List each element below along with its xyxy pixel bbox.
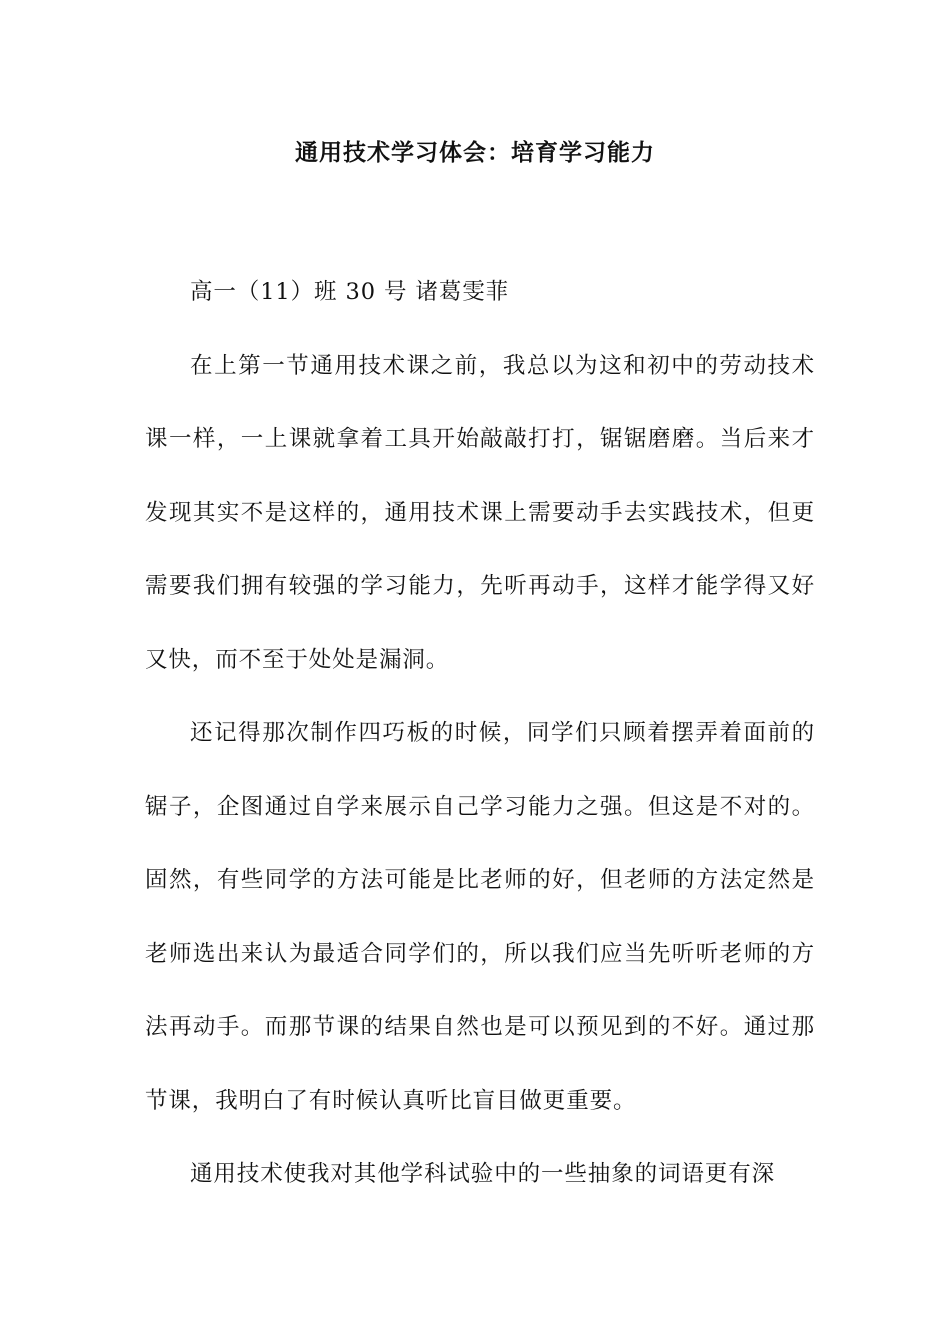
paragraph: 在上第一节通用技术课之前，我总以为这和初中的劳动技术课一样，一上课就拿着工具开始敲敲打打，锯锯磨磨。当后来才发现其实不是这样的，通用技术课上需要动手去实践技术，但更需要我们拥有较强的学习能力，先听再动手，这样才能学得又好又快，而不至于处处是漏洞。 [145, 352, 815, 673]
paragraph: 还记得那次制作四巧板的时候，同学们只顾着摆弄着面前的锯子，企图通过自学来展示自己学习能力之强。但这是不对的。固然，有些同学的方法可能是比老师的好，但老师的方法定然是老师选出来认为最适合同学们的，所以我们应当先听听老师的方法再动手。而那节课的结果自然也是可以预见到的不好。通过那节课，我明白了有时候认真听比盲目做更重要。 [145, 720, 815, 1114]
document-body [145, 256, 815, 1212]
author-line: 高一（11）班 30 号 诸葛雯菲 [190, 279, 510, 305]
document-title: 通用技术学习体会：培育学习能力 [295, 140, 655, 166]
paragraph: 通用技术使我对其他学科试验中的一些抽象的词语更有深 [190, 1161, 776, 1187]
